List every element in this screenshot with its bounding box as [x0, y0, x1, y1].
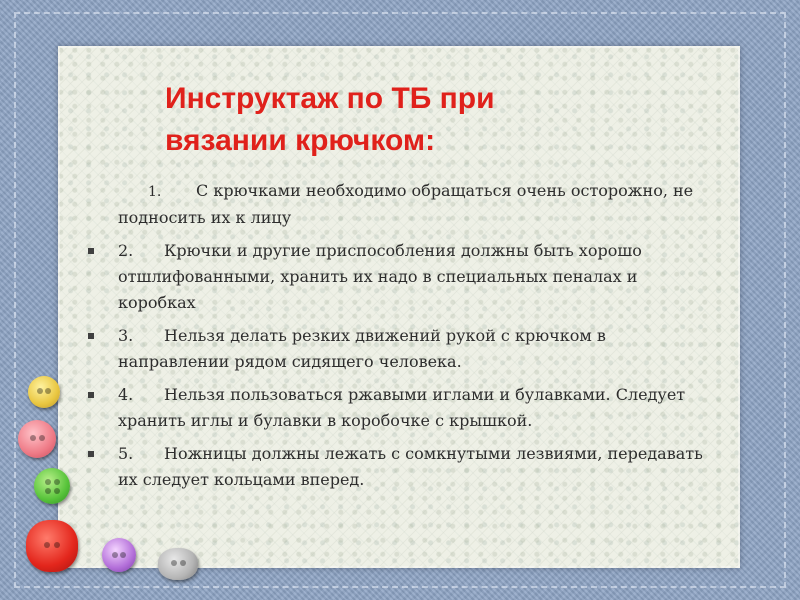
list-item — [88, 238, 708, 316]
button-hole — [39, 435, 45, 441]
button-hole — [171, 560, 177, 566]
button-hole — [44, 542, 50, 548]
button-hole — [45, 388, 51, 394]
button-hole — [54, 488, 60, 494]
item-number: 3. — [118, 326, 134, 345]
item-text: С крючками необходимо обращаться очень осторожно, не подносить их к лицу — [118, 181, 694, 227]
gray-button-icon — [158, 548, 198, 580]
item-text: Крючки и другие приспособления должны быть хорошо отшлифованными, хранить их надо в специальных пеналах и коробках — [118, 241, 642, 312]
item-text: Ножницы должны лежать с сомкнутыми лезвиями, передавать их следует кольцами вперед. — [118, 444, 703, 489]
list-item — [88, 178, 708, 231]
item-text: Нельзя пользоваться ржавыми иглами и булавками. Следует хранить иглы и булавки в коробочке с крышкой. — [118, 385, 686, 430]
button-hole — [45, 488, 51, 494]
yellow-button-icon — [28, 376, 60, 408]
item-number: 2. — [118, 241, 134, 260]
button-hole — [37, 388, 43, 394]
button-hole — [180, 560, 186, 566]
green-button-icon — [34, 468, 70, 504]
purple-button-icon — [102, 538, 136, 572]
button-hole — [30, 435, 36, 441]
square-bullet-icon — [88, 333, 94, 339]
safety-rules-list — [88, 178, 708, 500]
slide-title — [165, 78, 585, 162]
square-bullet-icon — [88, 451, 94, 457]
button-hole — [54, 542, 60, 548]
button-hole — [112, 552, 118, 558]
red-flower-button-icon — [26, 520, 78, 572]
item-number: 1. — [148, 184, 162, 200]
button-hole — [54, 479, 60, 485]
pink-button-icon — [18, 420, 56, 458]
title-line-2: вязании крючком: — [165, 124, 436, 157]
list-item — [88, 441, 708, 493]
square-bullet-icon — [88, 392, 94, 398]
title-line-1: Инструктаж по ТБ при — [165, 82, 495, 115]
button-hole — [45, 479, 51, 485]
item-number: 5. — [118, 444, 134, 463]
list-item — [88, 382, 708, 434]
square-bullet-icon — [88, 248, 94, 254]
item-text: Нельзя делать резких движений рукой с крючком в направлении рядом сидящего человека. — [118, 326, 606, 371]
item-number: 4. — [118, 385, 134, 404]
button-hole — [120, 552, 126, 558]
list-item — [88, 323, 708, 375]
